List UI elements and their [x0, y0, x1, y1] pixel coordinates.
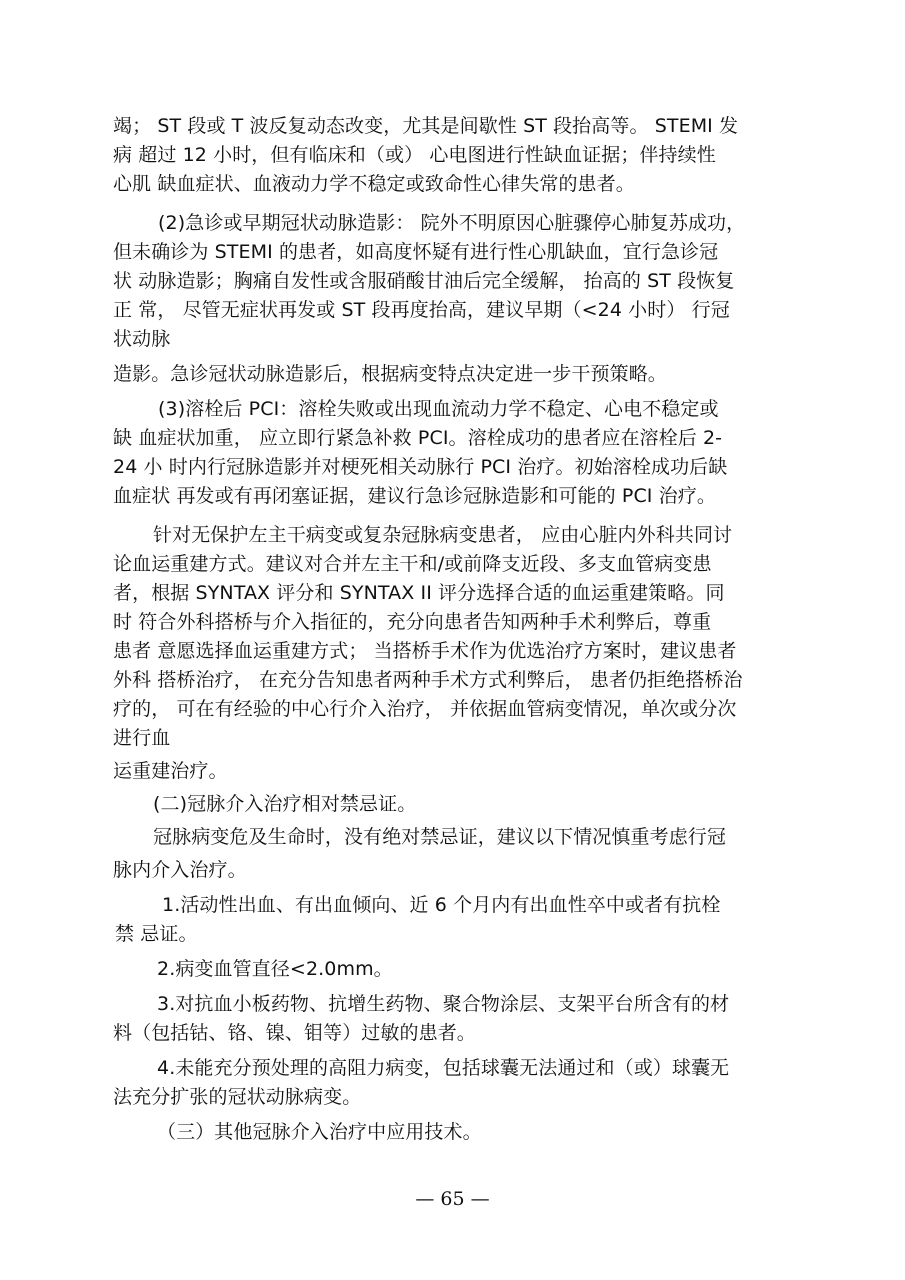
text-line: 脉内介入治疗。 [113, 859, 247, 881]
text-line: 料（包括钴、铬、镍、钼等）过敏的患者。 [113, 1022, 476, 1044]
text-line: 病 超过 12 小时，但有临床和（或） 心电图进行性缺血证据；伴持续性 [113, 144, 716, 166]
text-line: 心肌 缺血症状、血液动力学不稳定或致命性心律失常的患者。 [113, 173, 635, 195]
paragraph [113, 209, 803, 389]
text-line: 3.对抗血小板药物、抗增生药物、聚合物涂层、支架平台所含有的材 [157, 993, 730, 1015]
heading-text: (二)冠脉介入治疗相对禁忌证。 [153, 793, 417, 815]
text-line: 1.活动性出血、有出血倾向、近 6 个月内有出血性卒中或者有抗栓 [162, 894, 721, 916]
text-line: 进行血 [113, 727, 171, 749]
paragraph [113, 823, 803, 885]
text-line: 血症状 再发或有再闭塞证据，建议行急诊冠脉造影和可能的 PCI 治疗。 [113, 485, 716, 507]
list-item [113, 891, 803, 949]
list-item [113, 990, 803, 1048]
paragraph [113, 395, 803, 511]
section-heading [113, 1118, 803, 1147]
text-line: 竭； ST 段或 T 波反复动态改变，尤其是间歇性 ST 段抬高等。 STEMI 发 [113, 115, 739, 137]
paragraph [113, 521, 803, 786]
text-line: 外科 搭桥治疗， 在充分告知患者两种手术方式利弊后， 患者仍拒绝搭桥治 [113, 669, 743, 691]
heading-text: （三）其他冠脉介入治疗中应用技术。 [157, 1121, 482, 1143]
page-number: — 65 — [415, 1188, 490, 1210]
text-line: 疗的， 可在有经验的中心行介入治疗， 并依据血管病变情况，单次或分次 [113, 698, 737, 720]
text-line: 运重建治疗。 [113, 760, 228, 782]
text-line: 状 动脉造影；胸痛自发性或含服硝酸甘油后完全缓解， 抬高的 ST 段恢复 [113, 270, 735, 292]
paragraph [113, 112, 803, 199]
text-line: 4.未能充分预处理的高阻力病变，包括球囊无法通过和（或）球囊无 [157, 1057, 730, 1079]
text-line: 禁 忌证。 [115, 923, 198, 945]
text-line: 患者 意愿选择血运重建方式； 当搭桥手术作为优选治疗方案时，建议患者 [113, 640, 737, 662]
text-line: 2.病变血管直径<2.0mm。 [157, 958, 393, 980]
list-item [113, 1054, 803, 1112]
text-line: 冠脉病变危及生命时，没有绝对禁忌证，建议以下情况慎重考虑行冠 [153, 826, 727, 848]
text-line: 24 小 时内行冠脉造影并对梗死相关动脉行 PCI 治疗。初始溶栓成功后缺 [113, 456, 728, 478]
list-item [113, 955, 803, 984]
text-line: 时 符合外科搭桥与介入指征的，充分向患者告知两种手术利弊后，尊重 [113, 611, 712, 633]
text-line: 缺 血症状加重， 应立即行紧急补救 PCI。溶栓成功的患者应在溶栓后 2- [113, 427, 723, 449]
text-line: (2)急诊或早期冠状动脉造影： 院外不明原因心脏骤停心肺复苏成功， [158, 212, 746, 234]
text-line: 但未确诊为 STEMI 的患者，如高度怀疑有进行性心肌缺血，宜行急诊冠 [113, 241, 719, 263]
text-line: 法充分扩张的冠状动脉病变。 [113, 1086, 362, 1108]
text-line: 者，根据 SYNTAX 评分和 SYNTAX II 评分选择合适的血运重建策略。同 [113, 582, 725, 604]
text-line: 针对无保护左主干病变或复杂冠脉病变患者， 应由心脏内外科共同讨 [153, 524, 733, 546]
document-body [113, 112, 803, 1147]
section-heading [113, 790, 803, 819]
text-line: 造影。急诊冠状动脉造影后，根据病变特点决定进一步干预策略。 [113, 363, 667, 385]
text-line: 状动脉 [113, 328, 171, 350]
text-line: (3)溶栓后 PCI：溶栓失败或出现血流动力学不稳定、心电不稳定或 [158, 398, 719, 420]
text-line: 正 常， 尽管无症状再发或 ST 段再度抬高，建议早期（<24 小时） 行冠 [113, 299, 730, 321]
text-line: 论血运重建方式。建议对合并左主干和/或前降支近段、多支血管病变患 [113, 553, 712, 575]
